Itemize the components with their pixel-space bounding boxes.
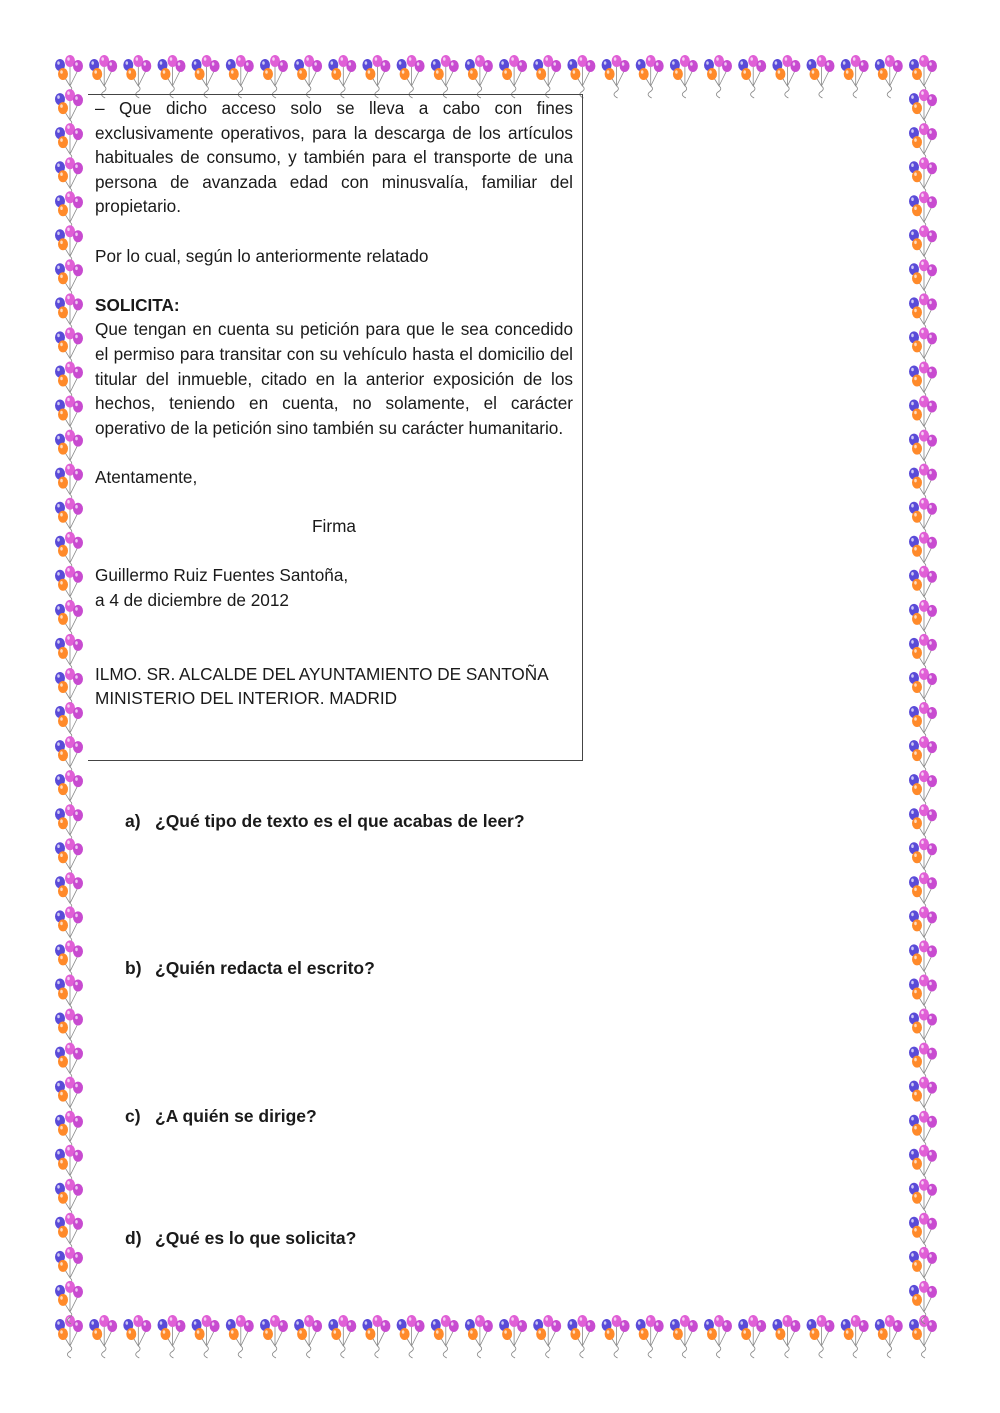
balloon-icon xyxy=(909,123,937,166)
balloon-icon xyxy=(55,566,83,609)
balloon-icon xyxy=(362,55,390,98)
balloon-icon xyxy=(294,1315,322,1358)
balloon-icon xyxy=(909,702,937,745)
recipient-line-2: MINISTERIO DEL INTERIOR. MADRID xyxy=(95,688,398,709)
balloon-icon xyxy=(909,1009,937,1052)
signature-label: Firma xyxy=(312,516,356,537)
balloon-icon xyxy=(55,498,83,541)
balloon-icon xyxy=(909,1111,937,1154)
balloon-icon xyxy=(909,89,937,132)
balloon-icon xyxy=(158,1315,186,1358)
balloon-icon xyxy=(909,906,937,949)
balloon-icon xyxy=(499,55,527,98)
balloon-icon xyxy=(55,157,83,200)
balloon-icon xyxy=(55,327,83,370)
balloon-icon xyxy=(909,566,937,609)
question-text: ¿Qué es lo que solicita? xyxy=(155,1228,357,1248)
balloon-icon xyxy=(704,1315,732,1358)
balloon-icon xyxy=(55,736,83,779)
balloon-icon xyxy=(670,1315,698,1358)
balloon-icon xyxy=(567,1315,595,1358)
balloon-icon xyxy=(533,55,561,98)
balloon-icon xyxy=(909,396,937,439)
balloon-icon xyxy=(909,55,937,98)
balloon-icon xyxy=(55,430,83,473)
balloon-icon xyxy=(55,191,83,234)
balloon-icon xyxy=(909,498,937,541)
letter-paragraph-2: Por lo cual, según lo anteriormente relatado xyxy=(95,245,429,266)
balloon-icon xyxy=(909,1281,937,1324)
balloon-icon xyxy=(636,1315,664,1358)
balloon-icon xyxy=(636,55,664,98)
question-letter: a) xyxy=(125,811,141,831)
question-c xyxy=(125,1106,317,1127)
balloon-icon xyxy=(875,55,903,98)
balloon-icon xyxy=(909,975,937,1018)
balloon-icon xyxy=(55,464,83,507)
balloon-icon xyxy=(55,362,83,405)
letter-date: a 4 de diciembre de 2012 xyxy=(95,589,289,610)
balloon-icon xyxy=(260,1315,288,1358)
balloon-icon xyxy=(807,1315,835,1358)
balloon-icon xyxy=(55,1247,83,1290)
balloon-icon xyxy=(909,634,937,677)
balloon-icon xyxy=(909,430,937,473)
balloon-icon xyxy=(909,532,937,575)
balloon-icon xyxy=(294,55,322,98)
balloon-icon xyxy=(328,55,356,98)
balloon-icon xyxy=(55,225,83,268)
question-letter: c) xyxy=(125,1106,141,1126)
balloon-icon xyxy=(55,55,83,98)
balloon-icon xyxy=(192,55,220,98)
balloon-icon xyxy=(738,1315,766,1358)
balloon-icon xyxy=(602,55,630,98)
balloon-icon xyxy=(909,1179,937,1222)
balloon-icon xyxy=(875,1315,903,1358)
balloon-icon xyxy=(55,1213,83,1256)
balloon-icon xyxy=(909,668,937,711)
balloon-icon xyxy=(55,123,83,166)
balloon-icon xyxy=(55,259,83,302)
balloon-icon xyxy=(55,940,83,983)
balloon-icon xyxy=(55,89,83,132)
balloon-icon xyxy=(55,1145,83,1188)
balloon-icon xyxy=(55,1009,83,1052)
solicita-heading: SOLICITA: xyxy=(95,294,180,315)
balloon-icon xyxy=(602,1315,630,1358)
balloon-icon xyxy=(567,55,595,98)
letter-body xyxy=(95,96,573,711)
balloon-icon xyxy=(909,1077,937,1120)
solicita-body: Que tengan en cuenta su petición para que le sea concedido el permiso para transitar con su vehículo hasta el domicilio del titular del inmueble, citado en la anterior exposición de los hechos, teniendo en cuenta, no solamente, el carácter operativo de la petición sino también su carácter humanitario. xyxy=(95,319,573,438)
balloon-icon xyxy=(55,906,83,949)
balloon-icon xyxy=(397,55,425,98)
balloon-icon xyxy=(499,1315,527,1358)
balloon-icon xyxy=(909,1145,937,1188)
balloon-icon xyxy=(362,1315,390,1358)
balloon-icon xyxy=(909,362,937,405)
question-letter: b) xyxy=(125,958,142,978)
balloon-icon xyxy=(909,1247,937,1290)
balloon-icon xyxy=(328,1315,356,1358)
balloon-icon xyxy=(55,293,83,336)
sender-name: Guillermo Ruiz Fuentes Santoña, xyxy=(95,565,349,586)
recipient-line-1: ILMO. SR. ALCALDE DEL AYUNTAMIENTO DE SANTOÑA xyxy=(95,663,549,684)
balloon-icon xyxy=(226,55,254,98)
balloon-icon xyxy=(55,838,83,881)
balloon-icon xyxy=(909,940,937,983)
balloon-icon xyxy=(55,872,83,915)
balloon-icon xyxy=(55,702,83,745)
balloon-icon xyxy=(807,55,835,98)
balloon-icon xyxy=(465,55,493,98)
balloon-icon xyxy=(909,157,937,200)
balloon-icon xyxy=(55,1111,83,1154)
balloon-icon xyxy=(909,872,937,915)
balloon-icon xyxy=(431,55,459,98)
balloon-icon xyxy=(909,259,937,302)
balloon-icon xyxy=(909,191,937,234)
balloon-icon xyxy=(89,1315,117,1358)
balloon-icon xyxy=(704,55,732,98)
letter-paragraph-1: – Que dicho acceso solo se lleva a cabo con fines exclusivamente operativos, para la descarga de los artículos habituales de consumo, y también para el transporte de una persona de avanzada edad con minusvalía, familiar del propietario. xyxy=(95,98,573,217)
balloon-icon xyxy=(670,55,698,98)
balloon-icon xyxy=(772,1315,800,1358)
balloon-icon xyxy=(55,804,83,847)
balloon-icon xyxy=(909,225,937,268)
question-b xyxy=(125,958,375,979)
balloon-icon xyxy=(533,1315,561,1358)
balloon-icon xyxy=(123,55,151,98)
balloon-icon xyxy=(397,1315,425,1358)
balloon-icon xyxy=(909,1213,937,1256)
balloon-icon xyxy=(55,1179,83,1222)
balloon-icon xyxy=(55,1077,83,1120)
balloon-icon xyxy=(909,293,937,336)
balloon-icon xyxy=(841,1315,869,1358)
balloon-icon xyxy=(909,327,937,370)
balloon-icon xyxy=(772,55,800,98)
balloon-icon xyxy=(431,1315,459,1358)
balloon-icon xyxy=(465,1315,493,1358)
balloon-icon xyxy=(909,1315,937,1358)
balloon-icon xyxy=(55,600,83,643)
balloon-icon xyxy=(55,532,83,575)
balloon-icon xyxy=(226,1315,254,1358)
balloon-icon xyxy=(55,1043,83,1086)
balloon-icon xyxy=(55,396,83,439)
balloon-icon xyxy=(55,634,83,677)
question-text: ¿Qué tipo de texto es el que acabas de leer? xyxy=(155,811,525,831)
balloon-icon xyxy=(909,804,937,847)
balloon-icon xyxy=(123,1315,151,1358)
balloon-icon xyxy=(55,668,83,711)
balloon-icon xyxy=(260,55,288,98)
balloon-icon xyxy=(55,975,83,1018)
balloon-icon xyxy=(55,770,83,813)
question-text: ¿Quién redacta el escrito? xyxy=(155,958,375,978)
balloon-icon xyxy=(192,1315,220,1358)
question-text: ¿A quién se dirige? xyxy=(155,1106,317,1126)
balloon-icon xyxy=(909,770,937,813)
balloon-icon xyxy=(909,1043,937,1086)
question-d xyxy=(125,1228,356,1249)
balloon-icon xyxy=(909,464,937,507)
balloon-icon xyxy=(89,55,117,98)
balloon-icon xyxy=(909,600,937,643)
balloon-icon xyxy=(158,55,186,98)
balloon-icon xyxy=(738,55,766,98)
balloon-icon xyxy=(841,55,869,98)
closing: Atentamente, xyxy=(95,466,198,487)
balloon-icon xyxy=(55,1315,83,1358)
question-letter: d) xyxy=(125,1228,142,1248)
balloon-icon xyxy=(909,736,937,779)
balloon-icon xyxy=(55,1281,83,1324)
balloon-icon xyxy=(909,838,937,881)
question-a xyxy=(125,811,525,832)
